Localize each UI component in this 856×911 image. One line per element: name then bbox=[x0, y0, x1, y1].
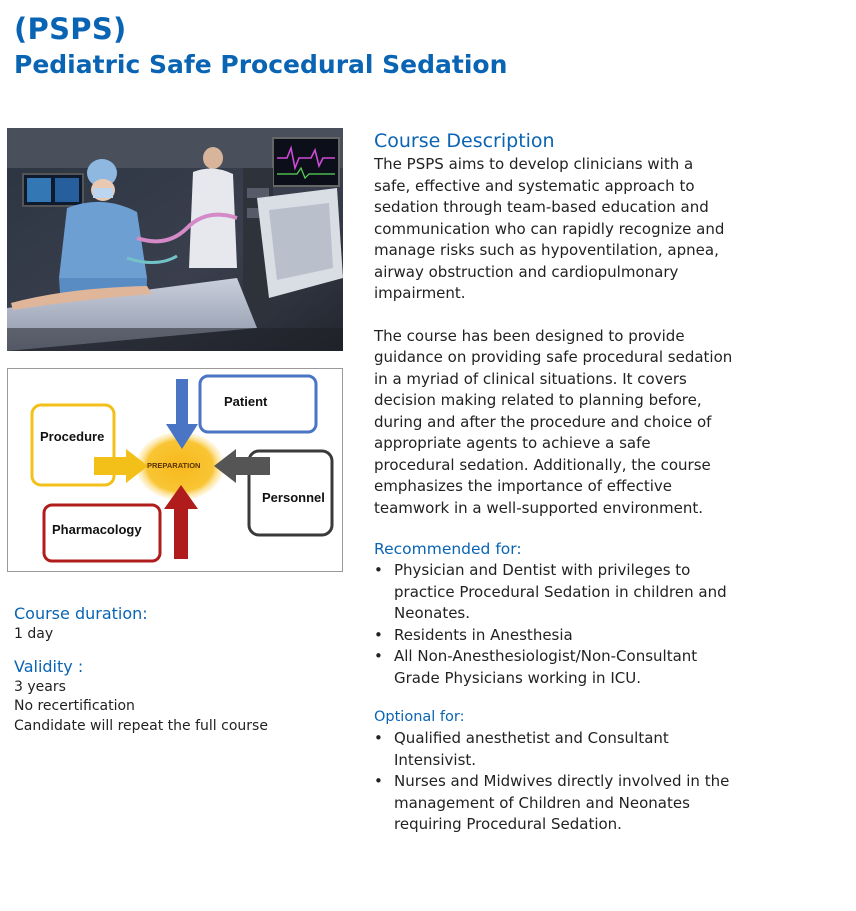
procedure-label: Procedure bbox=[40, 429, 105, 444]
course-description-section bbox=[374, 128, 734, 836]
bullet: • bbox=[374, 729, 383, 747]
course-abbreviation: (PSPS) bbox=[14, 12, 127, 46]
duration-heading: Course duration: bbox=[14, 604, 148, 623]
validity-line: No recertification bbox=[14, 698, 135, 714]
validity-heading: Validity : bbox=[14, 656, 84, 676]
pharmacology-label: Pharmacology bbox=[52, 522, 142, 537]
validity-list bbox=[14, 678, 334, 737]
validity-line: Candidate will repeat the full course bbox=[14, 717, 268, 734]
validity-line: 3 years bbox=[14, 678, 66, 695]
description-paragraph: The course has been designed to provide guidance on providing safe procedural sedation in a myriad of clinical situations. It covers decision making related to planning before, during and after the procedure and choice of appropriate agents to achieve a safe procedural sedation. Additionally, the course emphasizes the importance of effective teamwork in a well-supported environment. bbox=[374, 326, 733, 517]
course-info bbox=[14, 604, 334, 736]
bullet: • bbox=[374, 625, 383, 644]
bullet: • bbox=[374, 772, 383, 790]
sedation-room-photo bbox=[7, 128, 343, 351]
list-item: • Physician and Dentist with privileges to practice Procedural Sedation in children and Neonates. bbox=[374, 561, 727, 622]
list-item: • All Non-Anesthesiologist/Non-Consultant Grade Physicians working in ICU. bbox=[374, 647, 698, 687]
duration-value: 1 day bbox=[14, 626, 54, 642]
bullet: • bbox=[374, 647, 383, 665]
list-item: • Qualified anesthetist and Consultant Intensivist. bbox=[374, 729, 669, 769]
course-description-heading: Course Description bbox=[374, 130, 555, 152]
preparation-diagram bbox=[7, 368, 343, 572]
list-item: • Nurses and Midwives directly involved in the management of Children and Neonates requiring Procedural Sedation. bbox=[374, 772, 730, 833]
recommended-list bbox=[374, 560, 734, 689]
page-title: Pediatric Safe Procedural Sedation bbox=[14, 50, 508, 79]
list-item: • Residents in Anesthesia bbox=[374, 625, 734, 647]
bullet: • bbox=[374, 561, 383, 579]
description-paragraph: The PSPS aims to develop clinicians with a safe, effective and systematic approach to sedation through team-based education and communication who can rapidly recognize and manage risks such as hypoventilation, apnea, airway obstruction and cardiopulmonary impairment. bbox=[374, 155, 725, 302]
preparation-label: PREPARATION bbox=[147, 461, 201, 470]
personnel-label: Personnel bbox=[262, 490, 325, 505]
recommended-heading: Recommended for: bbox=[374, 540, 522, 558]
optional-list bbox=[374, 728, 734, 836]
optional-heading: Optional for: bbox=[374, 709, 465, 725]
patient-label: Patient bbox=[224, 394, 268, 409]
